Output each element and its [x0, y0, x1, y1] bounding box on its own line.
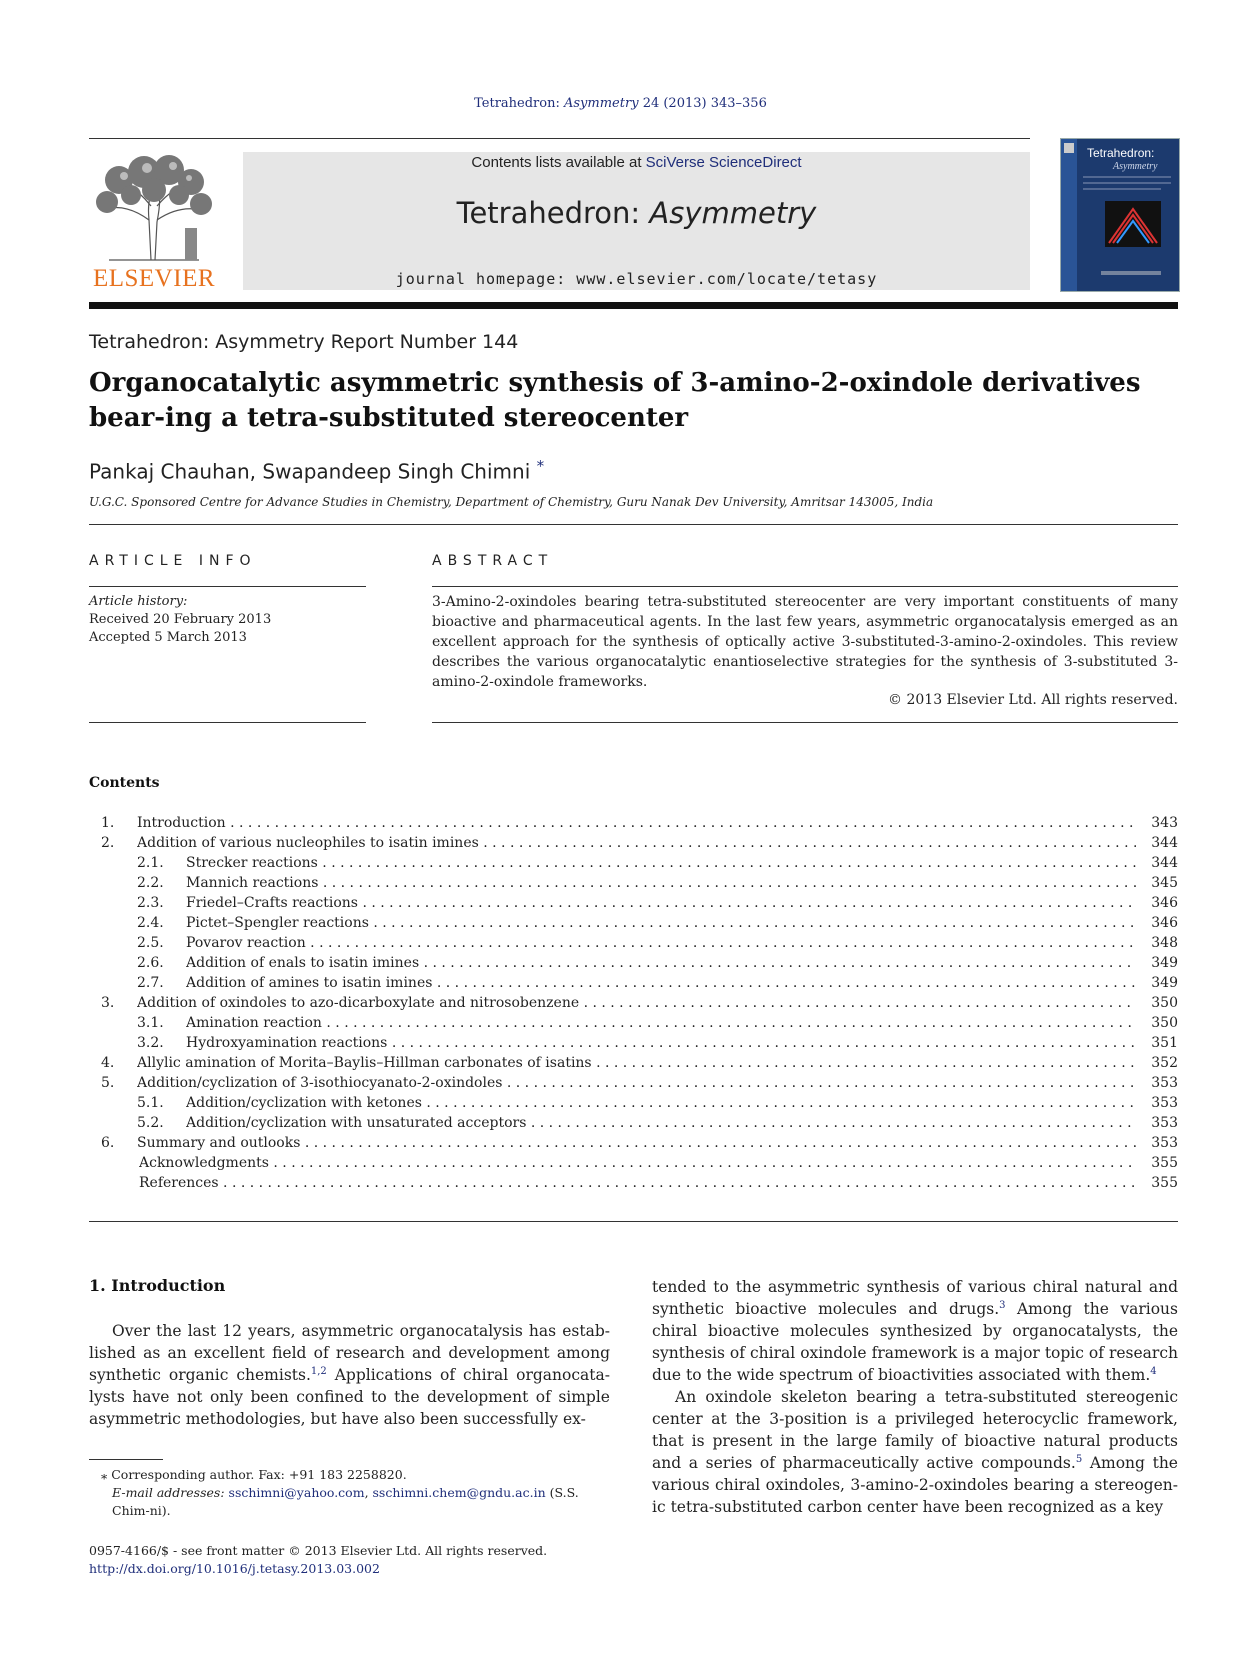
toc-entry-title: Amination reaction . . . [186, 1013, 1136, 1033]
article-info-rule-top [89, 586, 366, 587]
toc-entry-number: 4. [101, 1055, 115, 1071]
elsevier-wordmark: ELSEVIER [92, 265, 216, 292]
paragraph-text: Among the various chiral bioactive molecules synthesized by organocatalysts, the synthesis of chiral oxindole framework is a major topic of research due to the wide spectrum of bioactivities associated with them. [652, 1300, 1178, 1384]
journal-citation[interactable] [0, 96, 1241, 111]
toc-entry-number: 2.7. [137, 975, 164, 991]
paragraph [652, 1386, 1178, 1518]
email-link-1[interactable]: sschimni@yahoo.com [228, 1485, 365, 1500]
toc-entry-title: Addition/cyclization of 3-isothiocyanato-2-oxindoles . . . [137, 1073, 1136, 1093]
issn-line: 0957-4166/$ - see front matter © 2013 Elsevier Ltd. All rights reserved. [89, 1543, 548, 1558]
toc-entry[interactable] [89, 953, 1178, 973]
toc-entry-page: 353 [1151, 1095, 1178, 1111]
doi-link[interactable]: http://dx.doi.org/10.1016/j.tetasy.2013.03.002 [89, 1561, 380, 1576]
contents-rule [89, 1221, 1178, 1222]
toc-entry[interactable] [89, 1033, 1178, 1053]
paragraph-text: Applications of chiral organocata-lysts have not only been confined to the development of simple asymmetric methodologies, but have also been successfully ex- [89, 1366, 610, 1428]
sciencedirect-link[interactable]: SciVerse ScienceDirect [645, 154, 802, 171]
journal-cover-thumbnail [1060, 138, 1180, 292]
email-suffix: (S.S. Chim-ni). [112, 1485, 579, 1518]
citation-ref: 24 (2013) 343–356 [642, 96, 767, 111]
toc-entry-number: 5.1. [137, 1095, 164, 1111]
toc-entry-page: 349 [1151, 955, 1178, 971]
journal-name-italic: Asymmetry [649, 196, 817, 230]
email-link-2[interactable]: sschimni.chem@gndu.ac.in [372, 1485, 546, 1500]
toc-entry-page: 348 [1151, 935, 1178, 951]
toc-entry-number: 1. [101, 815, 115, 831]
journal-name-main: Tetrahedron: [456, 196, 641, 230]
toc-entry[interactable] [89, 1153, 1178, 1173]
toc-entry-page: 353 [1151, 1115, 1178, 1131]
abstract-rule-bottom [432, 722, 1178, 723]
cover-title: Tetrahedron: [1087, 146, 1155, 160]
toc-entry-title: Addition of oxindoles to azo-dicarboxylate and nitrosobenzene . . . [137, 993, 1136, 1013]
article-history [89, 593, 271, 647]
toc-entry-number: 2.4. [137, 915, 164, 931]
toc-entry-number: 2. [101, 835, 115, 851]
toc-entry-title: Pictet–Spengler reactions . . . [186, 913, 1136, 933]
toc-entry[interactable] [89, 1013, 1178, 1033]
toc-entry[interactable] [89, 1113, 1178, 1133]
toc-entry-number: 2.6. [137, 955, 164, 971]
toc-entry-title: Addition of various nucleophiles to isatin imines . . . [137, 833, 1136, 853]
toc-entry-page: 349 [1151, 975, 1178, 991]
toc-entry[interactable] [89, 1053, 1178, 1073]
journal-homepage-link[interactable]: journal homepage: www.elsevier.com/locate/tetasy [395, 270, 878, 288]
authors-text: Pankaj Chauhan, Swapandeep Singh Chimni [89, 459, 531, 484]
toc-entry-title: Addition of amines to isatin imines . . . [186, 973, 1136, 993]
abstract-heading: ABSTRACT [432, 553, 554, 569]
received-date: Received 20 February 2013 [89, 612, 272, 627]
abstract-rule-top [432, 586, 1178, 587]
journal-name [243, 196, 1030, 230]
toc-entry[interactable] [89, 893, 1178, 913]
corresponding-author-note: ⁎ Corresponding author. Fax: +91 183 2258820. [101, 1467, 407, 1482]
toc-entry-page: 355 [1151, 1155, 1178, 1171]
toc-entry[interactable] [89, 853, 1178, 873]
footnote [89, 1466, 610, 1520]
toc-entry-page: 355 [1151, 1175, 1178, 1191]
paragraph-text: An oxindole skeleton bearing a tetra-substituted stereogenic center at the 3-position is a privileged heterocyclic framework, that is present in the large family of bioactive natural products and a series of pharmaceutically active compounds. [652, 1388, 1178, 1472]
toc-entry[interactable] [89, 913, 1178, 933]
paragraph [89, 1320, 610, 1430]
toc-entry-page: 351 [1151, 1035, 1178, 1051]
toc-entry-page: 353 [1151, 1075, 1178, 1091]
article-info-rule-bottom [89, 722, 366, 723]
toc-entry-number: 3.2. [137, 1035, 164, 1051]
toc-entry-page: 352 [1151, 1055, 1178, 1071]
toc-entry[interactable] [89, 1093, 1178, 1113]
toc-entry[interactable] [89, 873, 1178, 893]
contents-prefix: Contents lists available at [471, 154, 646, 171]
toc-entry-page: 344 [1151, 855, 1178, 871]
affiliation-rule [89, 524, 1178, 525]
footnote-rule [89, 1459, 163, 1460]
citation-ref-link[interactable]: 4 [1150, 1365, 1157, 1377]
toc-entry[interactable] [89, 1173, 1178, 1193]
toc-entry-page: 353 [1151, 1135, 1178, 1151]
citation-ref-link[interactable]: 1,2 [310, 1365, 327, 1377]
toc-entry-title: Hydroxyamination reactions . . . [186, 1033, 1136, 1053]
paragraph-text: tended to the asymmetric synthesis of various chiral natural and synthetic bioactive molecules and drugs. [652, 1278, 1178, 1318]
toc-entry-title: Acknowledgments . . . [139, 1153, 1136, 1173]
contents-available-line [243, 154, 1030, 171]
toc-entry-number: 2.5. [137, 935, 164, 951]
citation-ref-link[interactable]: 5 [1075, 1453, 1083, 1465]
toc-entry-title: Mannich reactions . . . [186, 873, 1136, 893]
toc-entry[interactable] [89, 1073, 1178, 1093]
toc-entry-page: 350 [1151, 995, 1178, 1011]
affiliation: U.G.C. Sponsored Centre for Advance Studies in Chemistry, Department of Chemistry, Guru Nanak Dev University, Amritsar 143005, India [89, 495, 934, 509]
toc-entry[interactable] [89, 833, 1178, 853]
report-number: Tetrahedron: Asymmetry Report Number 144 [89, 331, 519, 353]
paragraph [652, 1276, 1178, 1386]
toc-entry-number: 6. [101, 1135, 115, 1151]
article-title: Organocatalytic asymmetric synthesis of 3-amino-2-oxindole derivatives bear-ing a tetra-substituted stereocenter [89, 368, 1141, 433]
body-column-left [89, 1320, 610, 1430]
toc-entry-page: 343 [1151, 815, 1178, 831]
author-list [89, 457, 544, 484]
toc-entry-number: 3.1. [137, 1015, 164, 1031]
toc-entry[interactable] [89, 1133, 1178, 1153]
toc-entry-title: Allylic amination of Morita–Baylis–Hillman carbonates of isatins . . . [137, 1053, 1136, 1073]
citation-journal-italic: Asymmetry [564, 96, 639, 111]
paragraph-text: Over the last 12 years, asymmetric organocatalysis has estab-lished as an excellent field of research and development among synthetic organic chemists. [89, 1322, 610, 1384]
email-line: E-mail addresses: sschimni@yahoo.com, sschimni.chem@gndu.ac.in (S.S. Chim-ni). [112, 1485, 579, 1518]
toc-entry[interactable] [89, 813, 1178, 833]
toc-entry-title: Strecker reactions . . . [186, 853, 1136, 873]
toc-entry-page: 344 [1151, 835, 1178, 851]
toc-entry-title: Addition/cyclization with unsaturated acceptors . . . [186, 1113, 1136, 1133]
toc-entry-number: 5. [101, 1075, 115, 1091]
toc-entry-title: Friedel–Crafts reactions . . . [186, 893, 1136, 913]
table-of-contents [89, 813, 1178, 1193]
section-heading-introduction: 1. Introduction [89, 1276, 226, 1295]
front-matter [89, 1542, 547, 1578]
article-info-heading: ARTICLE INFO [89, 553, 257, 569]
email-label: E-mail addresses: [112, 1485, 225, 1500]
abstract-text: 3-Amino-2-oxindoles bearing tetra-substituted stereocenter are very important constituents of many bioactive and pharmaceutical agents. In the last few years, asymmetric organocatalysis emerged as an excellent approach for the synthesis of optically active 3-substituted-3-amino-2-oxindoles. This review describes the various organocatalytic enantioselective strategies for the synthesis of 3-substituted 3-amino-2-oxindole frameworks. [432, 594, 1178, 690]
toc-entry[interactable] [89, 993, 1178, 1013]
header-top-rule [89, 138, 1030, 139]
abstract-copyright: © 2013 Elsevier Ltd. All rights reserved. [888, 692, 1178, 708]
body-column-right [652, 1276, 1178, 1518]
toc-entry-page: 346 [1151, 915, 1178, 931]
toc-entry-title: References . . . [139, 1173, 1136, 1193]
toc-entry-number: 2.2. [137, 875, 164, 891]
corresponding-author-mark[interactable]: * [536, 457, 545, 475]
toc-entry-title: Addition of enals to isatin imines . . . [186, 953, 1136, 973]
toc-entry-title: Povarov reaction . . . [186, 933, 1136, 953]
toc-entry[interactable] [89, 973, 1178, 993]
toc-entry-number: 5.2. [137, 1115, 164, 1131]
toc-entry-title: Summary and outlooks . . . [137, 1133, 1136, 1153]
contents-heading: Contents [89, 775, 160, 791]
toc-entry-title: Addition/cyclization with ketones . . . [186, 1093, 1136, 1113]
citation-journal: Tetrahedron: [474, 96, 560, 111]
toc-entry-page: 346 [1151, 895, 1178, 911]
history-label: Article history: [89, 594, 188, 609]
header-thick-rule [89, 302, 1178, 309]
accepted-date: Accepted 5 March 2013 [89, 630, 247, 645]
toc-entry-title: Introduction . . . [137, 813, 1136, 833]
toc-entry-page: 345 [1151, 875, 1178, 891]
paragraph-text: Among the various chiral oxindoles, 3-amino-2-oxindoles bearing a stereogen-ic tetra-substituted carbon center have been recognized as a key [652, 1454, 1178, 1516]
toc-entry-page: 350 [1151, 1015, 1178, 1031]
toc-entry-number: 3. [101, 995, 115, 1011]
toc-entry-number: 2.1. [137, 855, 164, 871]
cover-subtitle: Asymmetry [1113, 161, 1158, 172]
toc-entry-number: 2.3. [137, 895, 164, 911]
toc-entry[interactable] [89, 933, 1178, 953]
citation-ref-link[interactable]: 3 [999, 1299, 1006, 1311]
